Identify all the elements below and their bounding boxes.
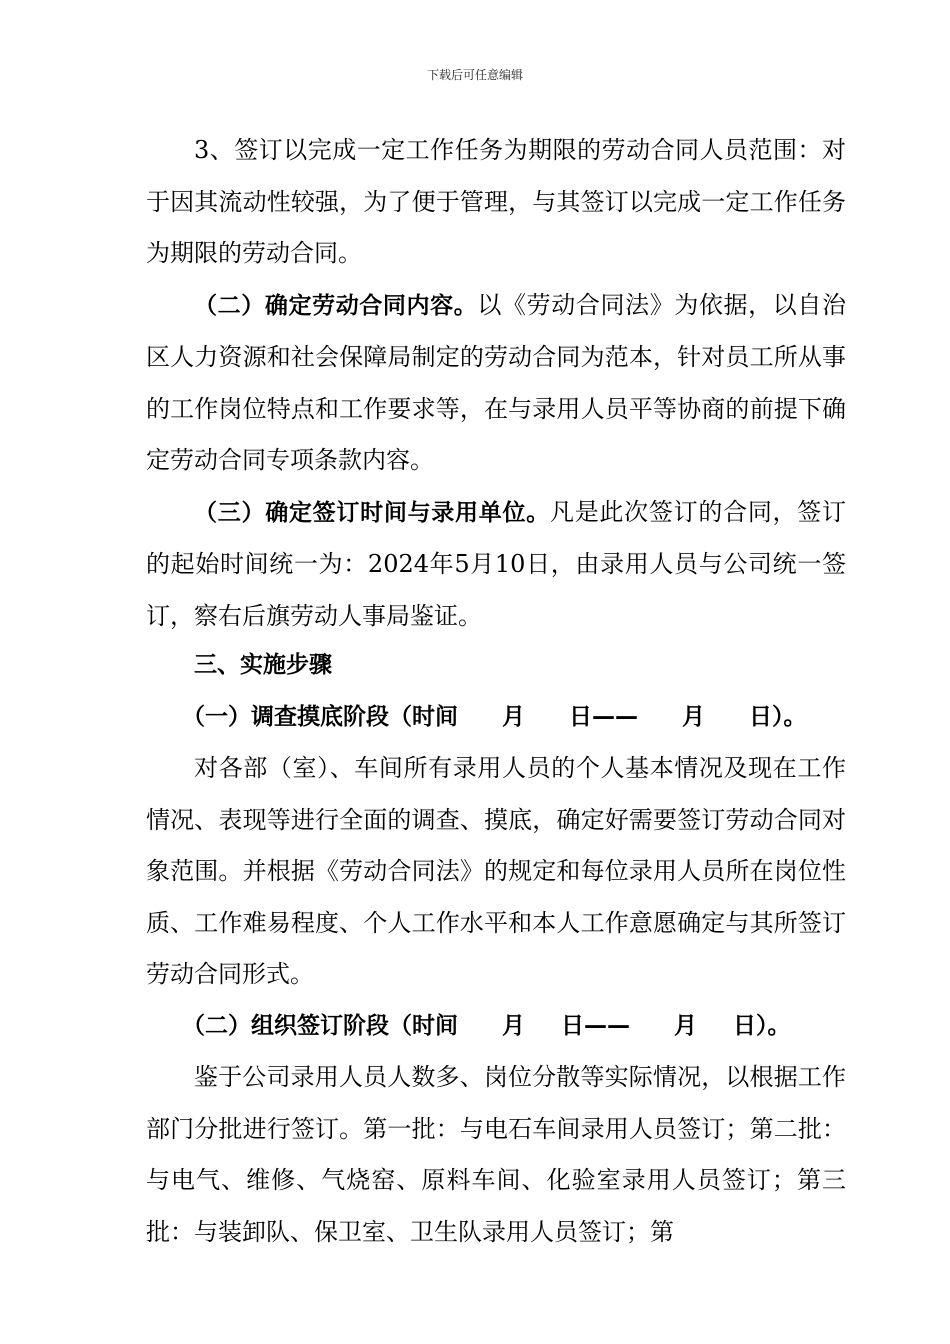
paragraph-scope-task-contract: 3、签订以完成一定工作任务为期限的劳动合同人员范围：对于因其流动性较强，为了便于管理，与其签订以完成一定工作任务为期限的劳动合同。: [146, 136, 846, 267]
page-header: 下载后可任意编辑: [426, 68, 523, 82]
step-survey-label: （一）调查摸底阶段（时间: [182, 703, 458, 730]
step-survey-day-1: 日——: [569, 703, 638, 730]
step-signing-month-2: 月: [674, 1012, 697, 1039]
step-signing-month-1: 月: [502, 1012, 525, 1039]
section-text-signing-time: 凡是此次签订的合同，签订的起始时间统一为：2024年5月10日，由录用人员与公司统一签订，察右后旗劳动人事局鉴证。: [146, 497, 847, 630]
document-body: [146, 125, 846, 1258]
heading-step-survey: [146, 692, 846, 744]
heading-step-signing: [146, 1001, 846, 1053]
step-signing-day-1: 日——: [561, 1012, 630, 1039]
step-survey-day-2: 日）。: [749, 703, 807, 730]
paragraph-survey-details: 对各部（室）、车间所有录用人员的个人基本情况及现在工作情况、表现等进行全面的调查、摸底，确定好需要签订劳动合同对象范围。并根据《劳动合同法》的规定和每位录用人员所在岗位性质、工作难易程度、个人工作水平和本人工作意愿确定与其所签订劳动合同形式。: [146, 754, 846, 988]
section-heading-signing-time: （三）确定签订时间与录用单位。: [194, 499, 550, 526]
paragraph-contract-content: [146, 280, 846, 487]
step-survey-month-2: 月: [682, 703, 705, 730]
heading-implementation-steps: 三、实施步骤: [194, 652, 332, 678]
paragraph-signing-time: [146, 487, 846, 643]
section-text-contract-content: 以《劳动合同法》为依据，以自治区人力资源和社会保障局制定的劳动合同为范本，针对员工所从事的工作岗位特点和工作要求等，在与录用人员平等协商的前提下确定劳动合同专项条款内容。: [146, 290, 847, 474]
step-signing-day-2: 日）。: [733, 1012, 791, 1039]
step-survey-month-1: 月: [502, 703, 525, 730]
step-signing-label: （二）组织签订阶段（时间: [182, 1012, 458, 1039]
section-heading-contract-content: （二）确定劳动合同内容。: [194, 292, 478, 319]
paragraph-signing-batches: 鉴于公司录用人员人数多、岗位分散等实际情况，以根据工作部门分批进行签订。第一批：与电石车间录用人员签订；第二批：与电气、维修、气烧窑、原料车间、化验室录用人员签订；第三批：与装卸队、保卫室、卫生队录用人员签订；第: [146, 1063, 846, 1246]
